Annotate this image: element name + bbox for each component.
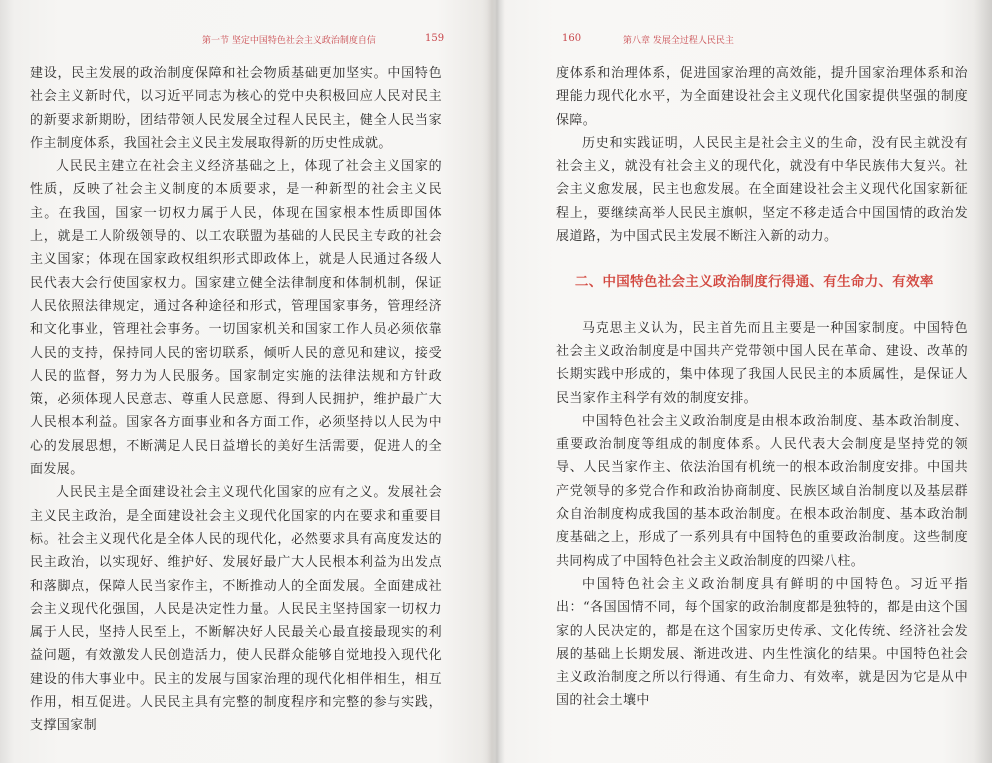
running-head-section-title: 第一节 坚定中国特色社会主义政治制度自信: [202, 36, 376, 46]
section-heading: 二、中国特色社会主义政治制度行得通、有生命力、有效率: [574, 274, 934, 291]
left-page: [0, 0, 492, 763]
right-page: [496, 0, 992, 763]
paragraph: 中国特色社会主义政治制度具有鲜明的中国特色。习近平指出：“各国国情不同，每个国家的政治制度都是独特的，都是由这个国家的人民决定的，都是在这个国家历史传承、文化传统、经济社会发展的基础上长期发展、渐进改进、内生性演化的结果。中国特色社会主义政治制度之所以行得通、有生命力、有效率，就是因为它是从中国的社会土壤中: [556, 576, 968, 709]
paragraph: 度体系和治理体系，促进国家治理的高效能，提升国家治理体系和治理能力现代化水平，为全面建设社会主义现代化国家提供坚强的制度保障。: [556, 66, 968, 128]
left-body-text: [30, 62, 442, 738]
running-head-chapter-title: 第八章 发展全过程人民民主: [623, 36, 734, 46]
page-number-right: 160: [562, 33, 582, 44]
paragraph: 人民民主是全面建设社会主义现代化国家的应有之义。发展社会主义民主政治，是全面建设社会主义现代化国家的内在要求和重要目标。社会主义现代化是全体人民的现代化，必然要求具有高度发达的民主政治，以实现好、维护好、发展好最广大人民根本利益为出发点和落脚点，保障人民当家作主，不断推动人的全面发展。全面建成社会主义现代化强国，人民是决定性力量。人民民主坚持国家一切权力属于人民，坚持人民至上，不断解决好人民最关心最直接最现实的利益问题，有效激发人民创造活力，使人民群众能够自觉地投入现代化建设的伟大事业中。民主的发展与国家治理的现代化相伴相生，相互作用，相互促进。人民民主具有完整的制度程序和完整的参与实践，支撑国家制: [30, 485, 442, 734]
paragraph: 马克思主义认为，民主首先而且主要是一种国家制度。中国特色社会主义政治制度是中国共产党带领中国人民在革命、建设、改革的长期实践中形成的，集中体现了我国人民民主的本质属性，是保证人民当家作主科学有效的制度安排。: [556, 320, 968, 406]
paragraph: 历史和实践证明，人民民主是社会主义的生命，没有民主就没有社会主义，就没有社会主义的现代化，就没有中华民族伟大复兴。社会主义愈发展，民主也愈发展。在全面建设社会主义现代化国家新征程上，要继续高举人民民主旗帜，坚定不移走适合中国国情的政治发展道路，为中国式民主发展不断注入新的动力。: [556, 135, 968, 245]
paragraph: 建设，民主发展的政治制度保障和社会物质基础更加坚实。中国特色社会主义新时代，以习近平同志为核心的党中央积极回应人民对民主的新要求新期盼，团结带领人民发展全过程人民民主，健全人民当家作主制度体系，我国社会主义民主发展取得新的历史性成就。: [30, 66, 442, 151]
paragraph: 人民民主建立在社会主义经济基础之上，体现了社会主义国家的性质，反映了社会主义制度的本质要求，是一种新型的社会主义民主。在我国，国家一切权力属于人民，体现在国家根本性质即国体上，就是工人阶级领导的、以工农联盟为基础的人民民主专政的社会主义国家；体现在国家政权组织形式即政体上，就是人民通过各级人民代表大会行使国家权力。国家建立健全法律制度和体制机制，保证人民依照法律规定，通过各种途径和形式，管理国家事务，管理经济和文化事业，管理社会事务。一切国家机关和国家工作人员必须依靠人民的支持，保持同人民的密切联系，倾听人民的意见和建议，接受人民的监督，努力为人民服务。国家制定实施的法律法规和方针政策，必须体现人民意志、尊重人民意愿、得到人民拥护，维护最广大人民根本利益。国家各方面事业和各方面工作，必须坚持以人民为中心的发展思想，不断满足人民日益增长的美好生活需要，促进人的全面发展。: [30, 159, 442, 478]
page-number-left: 159: [425, 33, 445, 44]
paragraph: 中国特色社会主义政治制度是由根本政治制度、基本政治制度、重要政治制度等组成的制度体系。人民代表大会制度是坚持党的领导、人民当家作主、依法治国有机统一的根本政治制度安排。中国共产党领导的多党合作和政治协商制度、民族区域自治制度以及基层群众自治制度构成我国的基本政治制度。在根本政治制度、基本政治制度基础之上，形成了一系列具有中国特色的重要政治制度。这些制度共同构成了中国特色社会主义政治制度的四梁八柱。: [556, 413, 968, 569]
right-body-text: [556, 62, 968, 713]
